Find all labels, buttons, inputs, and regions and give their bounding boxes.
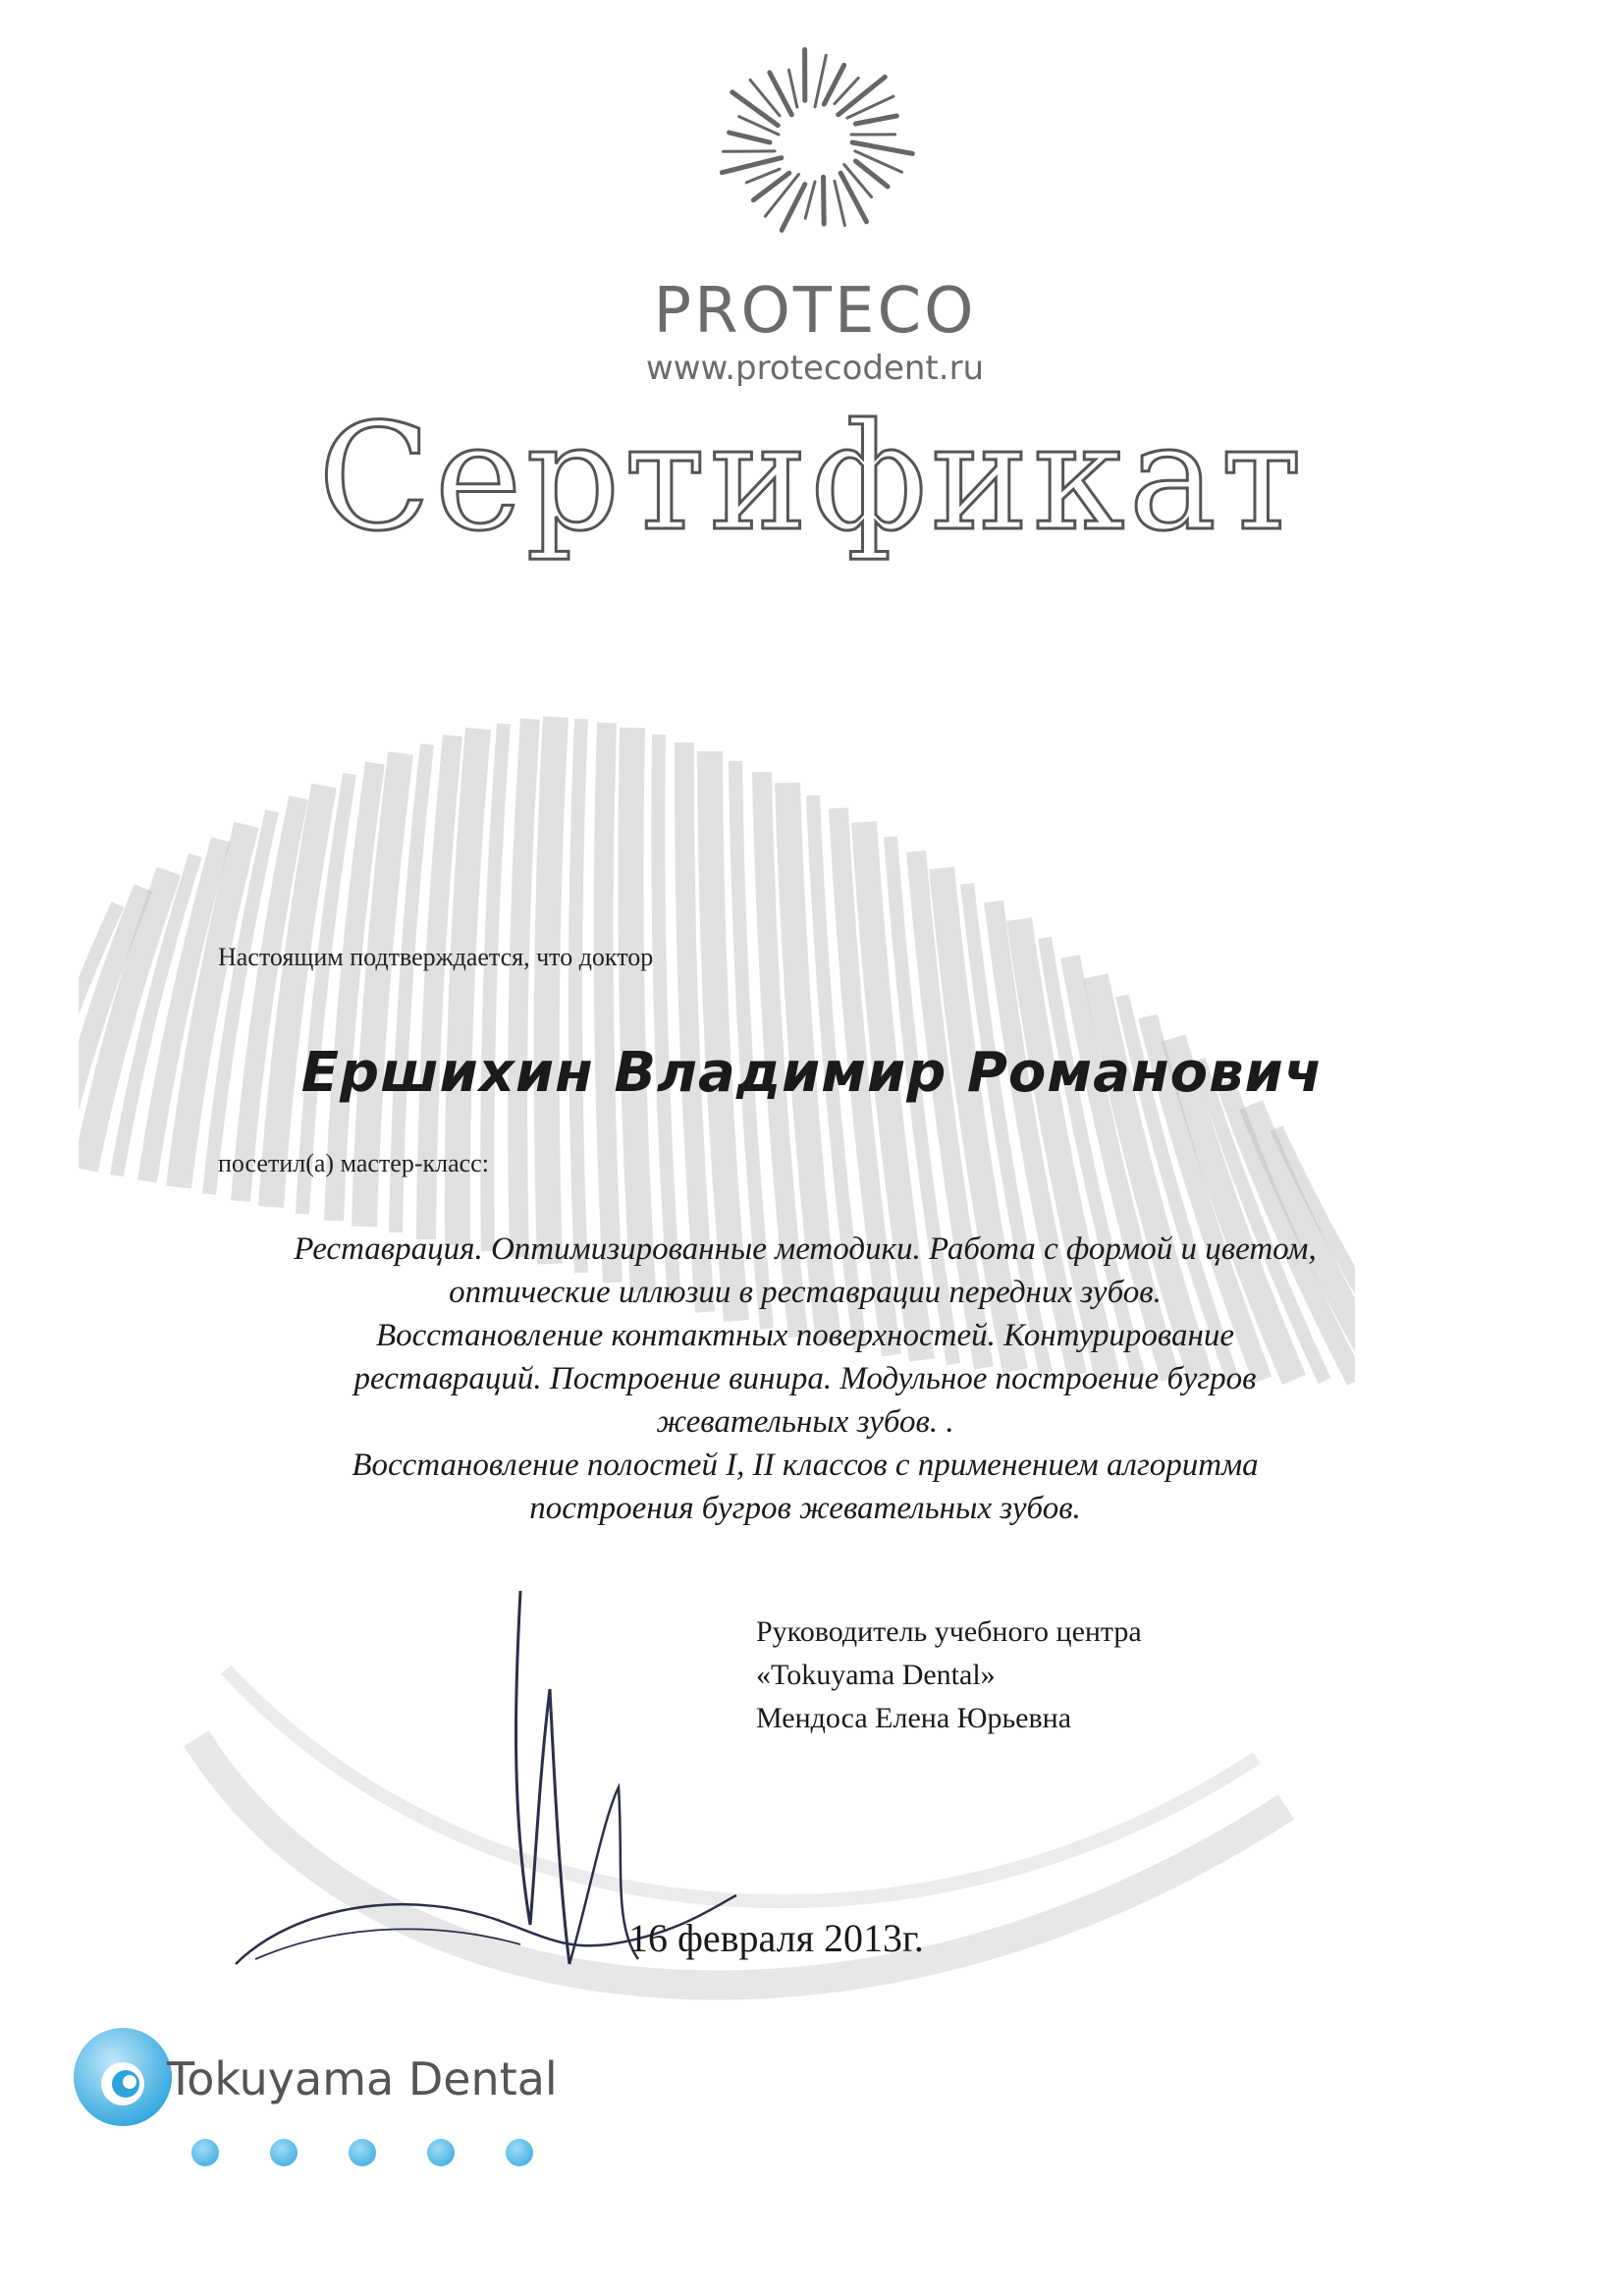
certificate-title: Сертификат: [317, 393, 1307, 564]
attended-text: посетил(а) мастер-класс:: [218, 1149, 489, 1177]
certificate-date: 16 февраля 2013г.: [628, 1916, 924, 1960]
signatory-org: «Tokuyama Dental»: [756, 1659, 996, 1691]
signatory-role: Руководитель учебного центра: [756, 1615, 1142, 1648]
course-line: оптические иллюзии в реставрации передних зубов.: [449, 1275, 1162, 1310]
watermark-stroke: [547, 717, 556, 1264]
sunburst-ray: [730, 133, 770, 142]
intro-text: Настоящим подтверждается, что доктор: [218, 943, 654, 971]
tokuyama-mark-icon: [69, 2023, 177, 2131]
dot-icon: [427, 2139, 455, 2166]
watermark-stroke: [630, 728, 643, 1292]
course-line: Восстановление контактных поверхностей. Контурирование: [375, 1318, 1235, 1353]
proteco-url: www.protecodent.ru: [645, 349, 985, 388]
sunburst-ray: [824, 177, 825, 224]
sunburst-ray: [732, 92, 779, 126]
watermark-stroke: [517, 719, 530, 1257]
sunburst-ray: [835, 181, 844, 225]
watermark-stroke: [658, 735, 675, 1302]
sunburst-logo-icon: [673, 29, 957, 255]
sunburst-ray: [789, 70, 797, 107]
proteco-logo-text: PROTECO: [653, 275, 977, 348]
dot-icon: [270, 2139, 298, 2166]
course-line: реставраций. Построение винира. Модульное построение бугров: [353, 1361, 1257, 1396]
course-line: жевательных зубов. .: [656, 1404, 954, 1440]
dot-icon: [349, 2139, 376, 2166]
sunburst-ray: [852, 142, 912, 153]
sunburst-ray: [840, 173, 866, 222]
watermark-stroke: [487, 724, 504, 1251]
recipient-name: Ершихин Владимир Романович: [300, 1041, 1324, 1105]
signatory-name: Мендоса Елена Юрьевна: [756, 1702, 1072, 1734]
course-line: Реставрация. Оптимизированные методики. Работа с формой и цветом,: [294, 1231, 1317, 1267]
dot-icon: [506, 2139, 533, 2166]
proteco-logo: [609, 20, 1021, 393]
watermark-stroke: [604, 723, 613, 1283]
sunburst-ray: [805, 182, 815, 218]
signatory-block: [756, 1611, 1142, 1740]
sunburst-ray: [839, 77, 886, 114]
tokuyama-logo: [69, 2023, 579, 2180]
course-line: Восстановление полостей I, II классов с применением алгоритма: [352, 1448, 1259, 1483]
sunburst-ray: [855, 116, 896, 124]
tokuyama-dots: [191, 2139, 604, 2178]
sunburst-ray: [746, 169, 780, 183]
dot-icon: [191, 2139, 219, 2166]
course-description: [157, 1228, 1453, 1530]
watermark-stroke: [575, 719, 581, 1273]
sunburst-ray: [722, 158, 781, 173]
course-line: построения бугров жевательных зубов.: [529, 1491, 1081, 1526]
tokuyama-logo-text: Tokuyama Dental: [167, 2052, 558, 2105]
